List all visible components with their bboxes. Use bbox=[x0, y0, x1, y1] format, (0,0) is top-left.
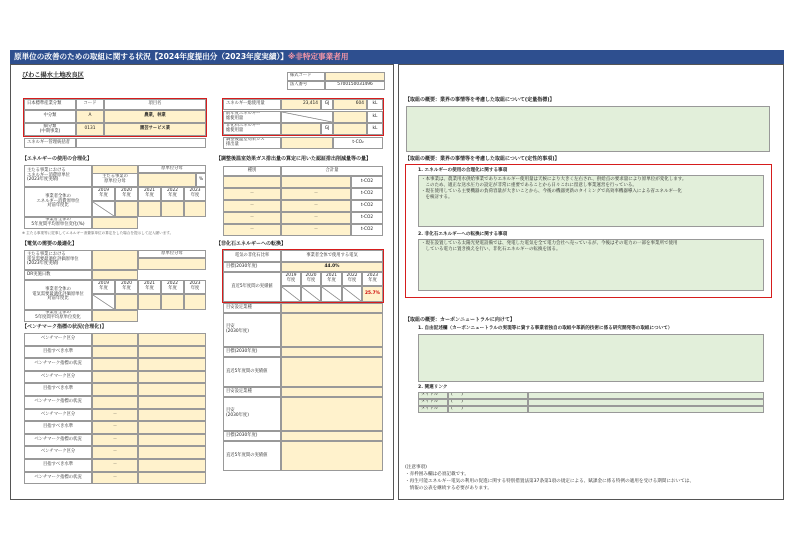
adjusted-ghg-field[interactable] bbox=[281, 137, 333, 149]
emission-row-type[interactable]: － bbox=[223, 200, 281, 212]
electric-val-2[interactable] bbox=[115, 294, 138, 310]
nonfossil-row-value[interactable] bbox=[281, 441, 383, 471]
benchmark-row-label: 目指すべき水準 bbox=[24, 383, 92, 396]
benchmark-row-value[interactable] bbox=[92, 383, 138, 396]
nonfossil-row-label: 目標(2030年度) bbox=[223, 347, 281, 357]
special-tag: ※非特定事業者用 bbox=[287, 52, 349, 61]
link-bracket[interactable]: ( ) bbox=[448, 406, 528, 413]
emission-section-title: 【調整後温室効果ガス排出量の算定に用いた認証排出削減量等の量】 bbox=[216, 156, 372, 162]
unit-denom-sub: 主たる事業の 原単位分母 bbox=[92, 173, 138, 187]
qual-heading-1: 1. エネルギーの使用の合理化に関する事項 bbox=[418, 168, 508, 173]
sub-code[interactable]: 0131 bbox=[76, 123, 104, 136]
emission-row-type[interactable]: － bbox=[223, 188, 281, 200]
unit-denom-header: 原単位分母 bbox=[138, 165, 206, 173]
unit-avg-label: 事業者全体の 5年度間平均原単位変化(%) bbox=[24, 217, 92, 229]
benchmark-row-label: ベンチマーク指標の状況 bbox=[24, 396, 92, 409]
benchmark-row-value[interactable] bbox=[92, 333, 138, 346]
benchmark-section-title: 【ベンチマーク指標の状況(合理化)】 bbox=[22, 324, 107, 330]
benchmark-row-label: ベンチマーク区分 bbox=[24, 371, 92, 384]
unit-val-4[interactable] bbox=[161, 201, 184, 217]
nonfossil-row-value[interactable] bbox=[281, 431, 383, 441]
nonfossil-row-value[interactable] bbox=[281, 347, 383, 357]
code-header: コード bbox=[76, 99, 104, 110]
qual-text-2: ・現在設置している太陽光発電設備では、発電した電気を全て電力会社へ売っているが、今後はその電力の一部を事業所で使用 している電力に置き換えを行い、非化石エネルギーの転換を図る。 bbox=[421, 241, 678, 252]
benchmark-row-value-2[interactable] bbox=[138, 421, 206, 434]
unit-note: ※ 主たる事業等に従事してエネルギー消費原単位の算定をした場合を提示して記入願います。 bbox=[22, 231, 174, 235]
emission-row-unit: t-CO2 bbox=[351, 176, 383, 188]
sub-name[interactable]: 園芸サービス業 bbox=[104, 123, 206, 136]
unit-year-5: 2023 年度 bbox=[184, 187, 206, 201]
electric-denom-value[interactable] bbox=[138, 258, 206, 270]
energy-total-label: エネルギー総使用量 bbox=[223, 99, 281, 110]
benchmark-row-value[interactable] bbox=[92, 371, 138, 384]
middle-label: 中分類 bbox=[24, 110, 76, 123]
dr-value[interactable] bbox=[92, 270, 138, 280]
notes-title: (注意事項) bbox=[405, 465, 427, 470]
nonfossil-row-value[interactable] bbox=[281, 387, 383, 397]
nonfossil-row-label: 目安 (2030年度) bbox=[223, 313, 281, 347]
energy-kl-value[interactable]: 604 bbox=[333, 99, 367, 110]
note-1: ・赤枠囲み欄は必須記載です。 bbox=[405, 472, 469, 477]
nonfossil-col1: 電気の非化石比率 bbox=[223, 250, 281, 262]
benchmark-row-label: 目指すべき水準 bbox=[24, 459, 92, 472]
benchmark-row-value-2[interactable] bbox=[138, 333, 206, 346]
electric-section-title: 【電気の需要の最適化】 bbox=[22, 241, 78, 247]
unit-val-2[interactable] bbox=[115, 201, 138, 217]
benchmark-row-value[interactable]: － bbox=[92, 409, 138, 422]
qual-title: 【取組の概要：業界の事情等を考慮した取組について(定性的事項)】 bbox=[405, 156, 560, 162]
dr-label: DR実施日数 bbox=[24, 270, 92, 280]
note-2: ・再生可能エネルギー電気の利用の促進に関する特別措置法第37条第1項の規定による、賦課金に係る特例の適用を受ける期間においては、 bbox=[405, 479, 694, 484]
benchmark-row-label: ベンチマーク指標の状況 bbox=[24, 358, 92, 371]
emission-row-value[interactable]: － bbox=[281, 212, 351, 224]
benchmark-row-value-2[interactable] bbox=[138, 371, 206, 384]
unit-row-label: 事業者全体の エネルギー消費原単位 対前年度比 bbox=[24, 187, 92, 217]
nonfossil-target-value[interactable]: 44.0% bbox=[281, 262, 383, 272]
nonfossil-row-value[interactable] bbox=[281, 313, 383, 347]
link-title[interactable]: タイトル bbox=[418, 399, 448, 406]
benchmark-row-value-2[interactable] bbox=[138, 472, 206, 485]
benchmark-row-value-2[interactable] bbox=[138, 446, 206, 459]
unit-year-4: 2022 年度 bbox=[161, 187, 184, 201]
nonfossil-recent-label: 直近5年度間の実績値 bbox=[223, 272, 281, 302]
link-url[interactable] bbox=[528, 399, 764, 406]
manager-field[interactable] bbox=[76, 138, 206, 148]
energy-prev-label: 前年度エネルギー 総使用量 bbox=[223, 111, 281, 123]
page-banner bbox=[10, 50, 784, 64]
emission-row-type[interactable]: － bbox=[223, 212, 281, 224]
form-code-label: 様式コード bbox=[287, 72, 325, 81]
benchmark-row-label: ベンチマーク区分 bbox=[24, 446, 92, 459]
unit-val-1[interactable] bbox=[92, 201, 115, 217]
page-title: 原単位の改善のための取組に関する状況 bbox=[14, 52, 151, 61]
business-name: びわこ揚水土地改良区 bbox=[22, 72, 84, 79]
nonfossil-row-value[interactable] bbox=[281, 303, 383, 313]
energy-prev-unit: kL bbox=[367, 111, 383, 123]
nonfossil-row-label: 直近5年度間の実績値 bbox=[223, 441, 281, 471]
nonfossil-total-label: 非化石エネルギー 総使用量 bbox=[223, 123, 281, 135]
emission-row-type[interactable] bbox=[223, 176, 281, 188]
form-code-field[interactable] bbox=[325, 72, 385, 81]
energy-kl-unit: kL bbox=[367, 99, 383, 110]
electric-avg-value[interactable] bbox=[92, 310, 138, 322]
electric-year-2: 2020 年度 bbox=[115, 280, 138, 294]
energy-total-value[interactable]: 23,414 bbox=[281, 99, 321, 110]
unit-avg-value[interactable] bbox=[92, 217, 138, 229]
benchmark-row-value-2[interactable] bbox=[138, 358, 206, 371]
carbon-title: 【取組の概要：カーボンニュートラルに向けて】 bbox=[405, 317, 515, 323]
electric-val-5[interactable] bbox=[184, 294, 206, 310]
benchmark-row-value-2[interactable] bbox=[138, 346, 206, 359]
qual-text-1: ・本事業は、農業用水供給事業でありエネルギー使用量は天候により大きく左右され、供給点の要求量により原単位が変化します。 このため、適正な送水圧力の設定が非常に重要であることから日々これに留意し事業運営を行っている。 ・現在使用している主要機器の負荷容量が大きいことから、今後の機器更新のタイミングで高効率機器導入による省エネルギー化 を検討する。 bbox=[421, 177, 687, 200]
emission-row-value[interactable] bbox=[281, 176, 351, 188]
benchmark-row-value[interactable]: － bbox=[92, 434, 138, 447]
benchmark-row-label: ベンチマーク指標の状況 bbox=[24, 472, 92, 485]
nonfossil-col2: 事業者全体で使用する電気 bbox=[281, 250, 383, 262]
electric-label: 主たる事業における 電気需要最適化評価原単位 (2023年度実績) bbox=[24, 250, 92, 270]
emission-row-type[interactable]: － bbox=[223, 224, 281, 236]
unit-percent: % bbox=[196, 173, 206, 187]
link-title[interactable]: タイトル bbox=[418, 392, 448, 399]
electric-val-1[interactable] bbox=[92, 294, 115, 310]
benchmark-row-label: 目指すべき水準 bbox=[24, 346, 92, 359]
emission-row-unit: t-CO2 bbox=[351, 224, 383, 236]
nonfossil-section-title: 【非化石エネルギーへの転換】 bbox=[216, 241, 287, 247]
benchmark-row-value-2[interactable] bbox=[138, 383, 206, 396]
nonfossil-year-3: 2021 年度 bbox=[321, 272, 342, 286]
adjusted-ghg-unit: t-CO₂ bbox=[333, 137, 383, 149]
nonfossil-row-label: 目標(2030年度) bbox=[223, 431, 281, 441]
benchmark-row-label: ベンチマーク指標の状況 bbox=[24, 434, 92, 447]
electric-year-3: 2021 年度 bbox=[138, 280, 161, 294]
unit-main-label: 主たる事業における エネルギー消費原単位 (2023年度実績) bbox=[24, 165, 92, 187]
electric-year-1: 2019 年度 bbox=[92, 280, 115, 294]
nonfossil-row-label: 目安設定業種 bbox=[223, 387, 281, 397]
nonfossil-unit-kl: kL bbox=[367, 123, 383, 135]
benchmark-row-value-2[interactable] bbox=[138, 434, 206, 447]
quant-textarea[interactable] bbox=[406, 106, 770, 152]
carbon-heading-2: 2. 関連リンク bbox=[418, 385, 448, 390]
emission-row-value[interactable]: － bbox=[281, 200, 351, 212]
electric-value[interactable] bbox=[92, 250, 138, 270]
industry-label: 日本標準産業分類 bbox=[24, 99, 76, 110]
energy-total-unit: GJ bbox=[321, 99, 333, 110]
benchmark-row-value[interactable] bbox=[92, 396, 138, 409]
nonfossil-row-value[interactable] bbox=[281, 397, 383, 431]
unit-val-5[interactable] bbox=[184, 201, 206, 217]
electric-year-4: 2022 年度 bbox=[161, 280, 184, 294]
nonfossil-target-label: 目標(2030年度) bbox=[223, 262, 281, 272]
benchmark-row-label: 目指すべき水準 bbox=[24, 421, 92, 434]
nonfossil-row-value[interactable] bbox=[281, 357, 383, 387]
middle-code[interactable]: A bbox=[76, 110, 104, 123]
year-badge: 【2024年度提出分（2023年度実績）】 bbox=[150, 52, 288, 61]
emission-type-header: 種別 bbox=[223, 166, 281, 176]
nonfossil-year-4: 2022 年度 bbox=[342, 272, 362, 286]
benchmark-row-value-2[interactable] bbox=[138, 409, 206, 422]
qual-textarea-2[interactable] bbox=[418, 239, 764, 291]
benchmark-row-value[interactable]: － bbox=[92, 459, 138, 472]
benchmark-row-label: ベンチマーク区分 bbox=[24, 333, 92, 346]
carbon-heading-1: 1. 自由記述欄（カーボンニュートラルの実現等に資する事業者独自の取組や革新的技術に係る研究開発等の取組について） bbox=[418, 326, 673, 331]
benchmark-row-value[interactable]: － bbox=[92, 421, 138, 434]
corp-number-label: 法人番号 bbox=[287, 81, 325, 90]
emission-row-unit: t-CO2 bbox=[351, 200, 383, 212]
unit-section-title: 【エネルギーの使用の合理化】 bbox=[22, 156, 93, 162]
benchmark-row-value[interactable]: － bbox=[92, 472, 138, 485]
nonfossil-row-label: 目安設定業種 bbox=[223, 303, 281, 313]
nonfossil-unit-gj: GJ bbox=[321, 123, 333, 135]
corp-number-field[interactable]: 5700150031496 bbox=[325, 81, 385, 90]
benchmark-row-value-2[interactable] bbox=[138, 396, 206, 409]
unit-year-2: 2020 年度 bbox=[115, 187, 138, 201]
electric-avg-label: 事業者全体の 5年度間平均原単位変化 bbox=[24, 310, 92, 322]
electric-year-5: 2023 年度 bbox=[184, 280, 206, 294]
adjusted-ghg-label: 調整後温室効果ガス 排出量 bbox=[223, 137, 281, 149]
electric-denom-header: 原単位分母 bbox=[138, 250, 206, 258]
nonfossil-val-5[interactable]: 25.7% bbox=[362, 286, 383, 302]
benchmark-row-label: ベンチマーク区分 bbox=[24, 409, 92, 422]
unit-year-3: 2021 年度 bbox=[138, 187, 161, 201]
link-url[interactable] bbox=[528, 406, 764, 413]
nonfossil-required-box bbox=[222, 249, 384, 303]
industry-required-box bbox=[23, 98, 207, 137]
unit-year-1: 2019 年度 bbox=[92, 187, 115, 201]
emission-row-unit: t-CO2 bbox=[351, 188, 383, 200]
electric-row-label: 事業者全体の 電気需要最適化評価原単位 対前年度比 bbox=[24, 280, 92, 310]
nonfossil-row-label: 直近5年度間の実績値 bbox=[223, 357, 281, 387]
unit-val-3[interactable] bbox=[138, 201, 161, 217]
qual-textarea-1[interactable] bbox=[418, 175, 764, 227]
electric-val-3[interactable] bbox=[138, 294, 161, 310]
emission-row-unit: t-CO2 bbox=[351, 212, 383, 224]
benchmark-row-value[interactable] bbox=[92, 358, 138, 371]
note-3: 情報の公表を継続する必要があります。 bbox=[405, 486, 492, 491]
unit-denom-value[interactable] bbox=[138, 173, 196, 187]
nonfossil-row-label: 目安 (2030年度) bbox=[223, 397, 281, 431]
link-url[interactable] bbox=[528, 392, 764, 399]
sub-label: 細分類 (中期事業) bbox=[24, 123, 76, 136]
qual-heading-2: 2. 非化石エネルギーへの転換に関する事項 bbox=[418, 232, 508, 237]
benchmark-row-value[interactable] bbox=[92, 346, 138, 359]
energy-required-box bbox=[222, 98, 384, 136]
emission-total-header: 合計量 bbox=[281, 166, 383, 176]
carbon-textarea[interactable] bbox=[418, 334, 764, 382]
link-bracket[interactable]: ( ) bbox=[448, 399, 528, 406]
link-title[interactable]: タイトル bbox=[418, 406, 448, 413]
item-header: 項目名 bbox=[104, 99, 206, 110]
link-bracket[interactable]: ( ) bbox=[448, 392, 528, 399]
nonfossil-year-1: 2019 年度 bbox=[281, 272, 301, 286]
emission-row-value[interactable]: － bbox=[281, 188, 351, 200]
benchmark-row-value-2[interactable] bbox=[138, 459, 206, 472]
quant-title: 【取組の概要：業界の事情等を考慮した取組について(定量指標)】 bbox=[405, 97, 555, 103]
emission-row-value[interactable]: － bbox=[281, 224, 351, 236]
benchmark-row-value[interactable]: － bbox=[92, 446, 138, 459]
manager-label: エネルギー管理統括者 bbox=[24, 138, 76, 148]
nonfossil-year-5: 2023 年度 bbox=[362, 272, 383, 286]
nonfossil-year-2: 2020 年度 bbox=[301, 272, 321, 286]
electric-val-4[interactable] bbox=[161, 294, 184, 310]
middle-name[interactable]: 農業，林業 bbox=[104, 110, 206, 123]
